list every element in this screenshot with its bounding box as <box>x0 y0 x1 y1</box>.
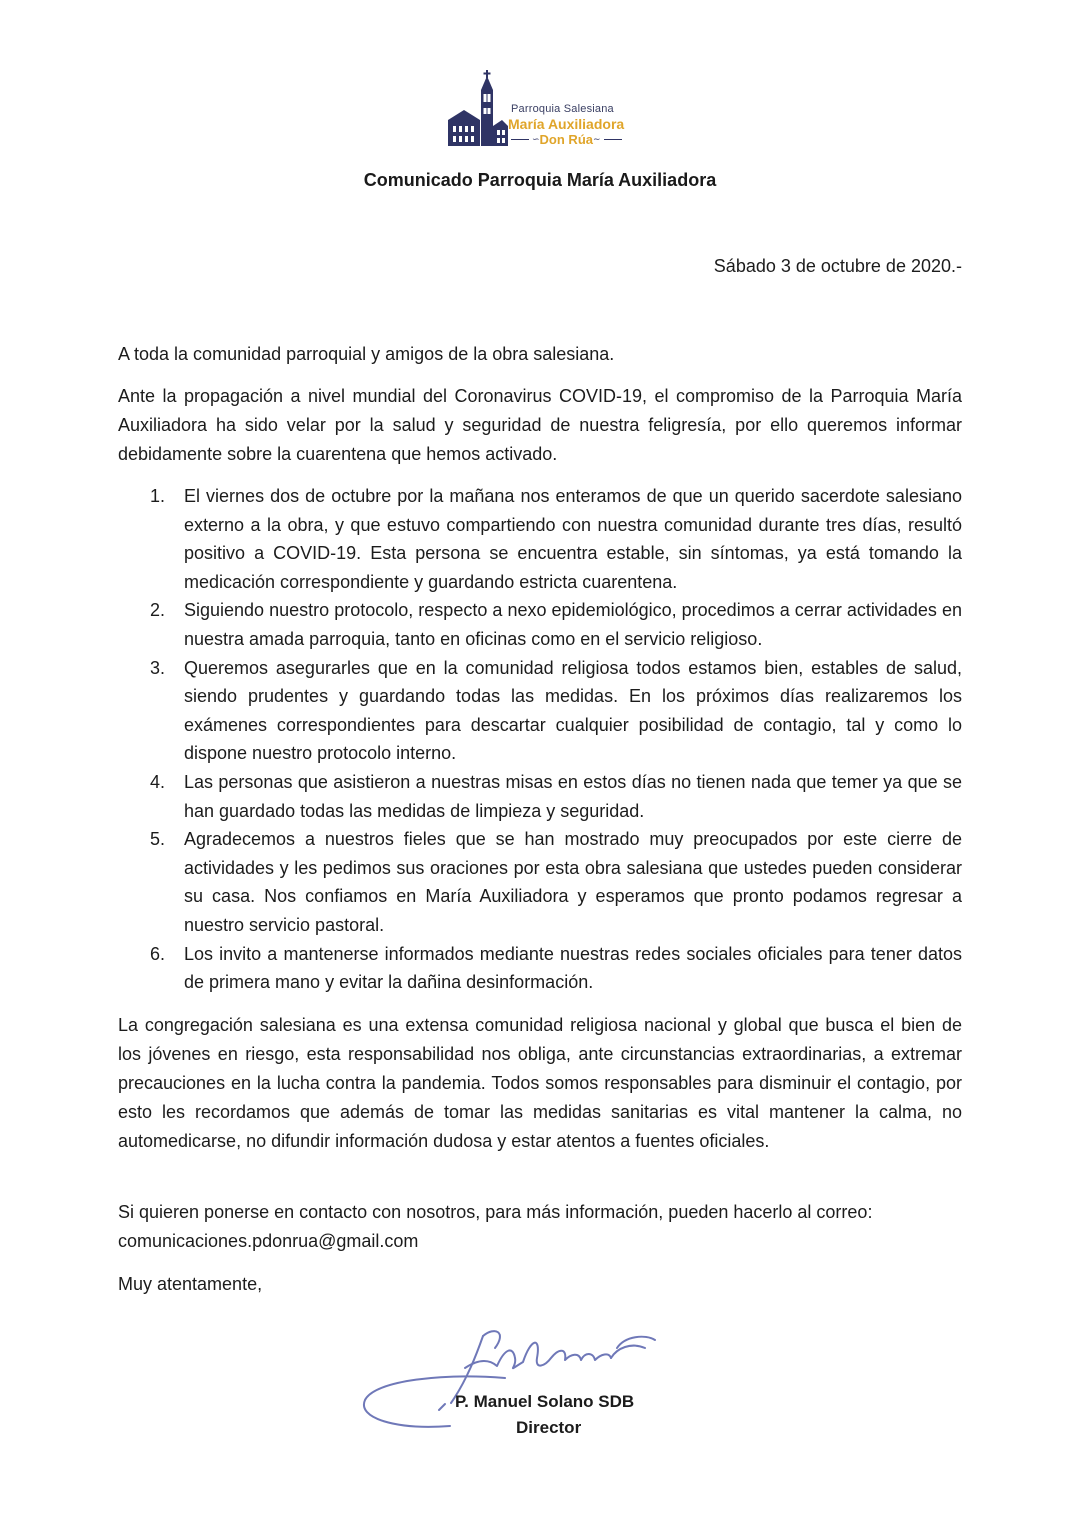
contact-text: Si quieren ponerse en contacto con nosotros, para más información, pueden hacerlo al correo: <box>118 1202 873 1222</box>
closing-paragraph: La congregación salesiana es una extensa comunidad religiosa nacional y global que busca el bien de los jóvenes en riesgo, esta responsabilidad nos obliga, ante circunstancias extraordinarias, a extremar precauciones en la lucha contra la pandemia. Todos somos responsables para disminuir el contagio, por esto les recordamos que además de tomar las medidas sanitarias es vital mantener la calma, no automedicarse, no difundir información dudosa y estar atentos a fuentes oficiales. <box>118 1015 962 1151</box>
logo-divider-right <box>604 139 622 140</box>
numbered-list <box>118 482 962 997</box>
parish-logo <box>440 68 650 148</box>
logo-ornament-right-icon: ∼ <box>593 133 601 144</box>
list-item <box>118 768 962 825</box>
list-item-number: 5. <box>150 829 166 850</box>
list-item <box>118 596 962 653</box>
list-item-text: Siguiendo nuestro protocolo, respecto a nexo epidemiológico, procedimos a cerrar actividades en nuestra amada parroquia, tanto en oficinas como en el servicio religioso. <box>184 600 962 649</box>
logo-line-maria: María Auxiliadora <box>508 116 625 132</box>
logo-line-donrua-row <box>508 132 648 146</box>
farewell-text: Muy atentamente, <box>118 1274 263 1294</box>
logo-text <box>508 104 648 146</box>
list-item <box>118 654 962 768</box>
logo-line-donrua: Don Rúa <box>539 131 593 147</box>
list-item <box>118 825 962 939</box>
list-item-number: 3. <box>150 657 166 678</box>
document-date: Sábado 3 de octubre de 2020.- <box>713 256 962 276</box>
intro-paragraph: Ante la propagación a nivel mundial del Coronavirus COVID-19, el compromiso de la Parroquia María Auxiliadora ha sido velar por la salud y seguridad de nuestra feligresía, por ello queremos informar debidamente sobre la cuarentena que hemos activado. <box>118 386 962 464</box>
contact-paragraph <box>118 1198 962 1256</box>
list-item-number: 1. <box>150 486 166 506</box>
logo-line-parroquia: Parroquia Salesiana <box>511 103 614 115</box>
list-item-text: Las personas que asistieron a nuestras misas en estos días no tienen nada que temer ya que se han guardado todas las medidas de limpieza y seguridad. <box>184 771 962 821</box>
list-item <box>118 940 962 997</box>
list-item <box>118 482 962 596</box>
list-item-text: El viernes dos de octubre por la mañana nos enteramos de que un querido sacerdote salesiano externo a la obra, y que estuvo compartiendo con nuestra comunidad durante tres días, resultó positivo a COVID-19. Esta persona se encuentra estable, sin síntomas, ya está tomando la medicación correspondiente y guardando estricta cuarentena. <box>184 486 962 592</box>
logo-divider-left <box>511 139 529 140</box>
church-building-icon <box>444 70 508 146</box>
list-item-text: Los invito a mantenerse informados mediante nuestras redes sociales oficiales para tener datos de primera mano y evitar la dañina desinformación. <box>184 943 962 993</box>
logo-ornament-left-icon: ∽ <box>532 133 540 144</box>
list-item-number: 4. <box>150 771 166 792</box>
signatory-role: Director <box>516 1418 582 1437</box>
list-item-text: Agradecemos a nuestros fieles que se han mostrado muy preocupados por este cierre de actividades y les pedimos sus oraciones por esta obra salesiana que ustedes pueden considerar su casa. Nos confiamos en María Auxiliadora y esperamos que pronto podamos regresar a nuestro servicio pastoral. <box>184 829 962 935</box>
list-item-number: 6. <box>150 943 166 964</box>
list-item-text: Queremos asegurarles que en la comunidad religiosa todos estamos bien, estables de salud, siendo prudentes y guardando todas las medidas. En los próximos días realizaremos los exámenes correspondientes para descartar cualquier posibilidad de contagio, tal y como lo dispone nuestro protocolo interno. <box>184 657 962 764</box>
contact-email: comunicaciones.pdonrua@gmail.com <box>118 1231 419 1251</box>
list-item-number: 2. <box>150 600 166 621</box>
signatory-name: P. Manuel Solano SDB <box>455 1392 635 1411</box>
greeting-paragraph: A toda la comunidad parroquial y amigos de la obra salesiana. <box>118 344 615 364</box>
document-title: Comunicado Parroquia María Auxiliadora <box>363 170 717 190</box>
